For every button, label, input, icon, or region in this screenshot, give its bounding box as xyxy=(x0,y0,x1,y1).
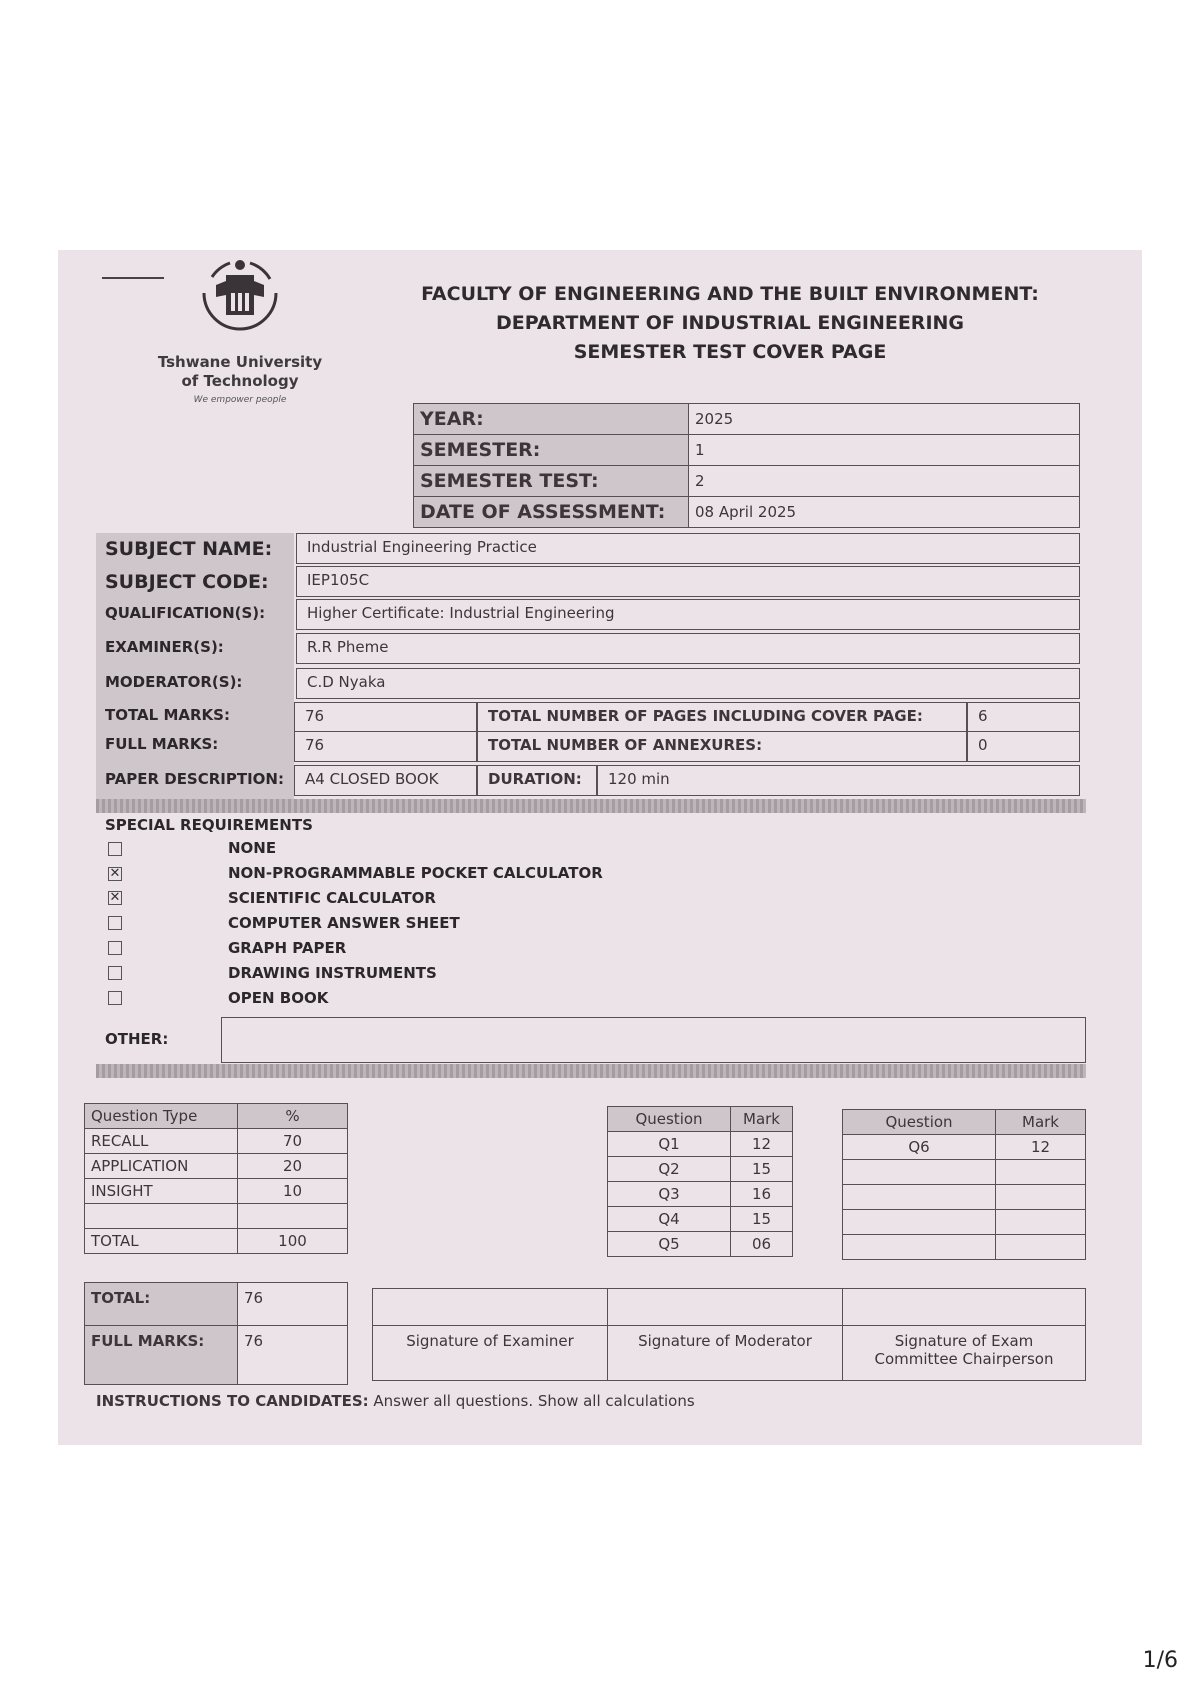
totals-total-label: TOTAL: xyxy=(85,1283,238,1326)
logo-dash xyxy=(102,277,164,279)
subject-name-label: SUBJECT NAME: xyxy=(105,538,273,560)
qtype-row-type xyxy=(85,1204,238,1229)
chair-caption-line2: Committee Chairperson xyxy=(874,1350,1054,1368)
marks2-question xyxy=(843,1185,996,1210)
subject-code-value: IEP105C xyxy=(296,566,1080,597)
marks1-header-question: Question xyxy=(608,1107,731,1132)
chair-signature-box[interactable] xyxy=(843,1289,1086,1326)
header-title: SEMESTER TEST COVER PAGE xyxy=(573,341,887,363)
checkbox-none[interactable] xyxy=(108,842,122,856)
totals-total-value: 76 xyxy=(238,1283,348,1326)
year-value: 2025 xyxy=(689,404,1080,435)
qtype-row-pct: 10 xyxy=(238,1179,348,1204)
marks1-question: Q4 xyxy=(608,1207,731,1232)
other-label: OTHER: xyxy=(105,1030,169,1048)
logo-emblem-icon xyxy=(190,255,290,335)
header-department: DEPARTMENT OF INDUSTRIAL ENGINEERING xyxy=(495,312,965,334)
qtype-row-type: RECALL xyxy=(85,1129,238,1154)
instructions xyxy=(96,1392,695,1410)
req-computer-answer-sheet: COMPUTER ANSWER SHEET xyxy=(228,914,460,932)
divider-bar-1 xyxy=(96,799,1086,813)
instructions-text: Answer all questions. Show all calculations xyxy=(368,1392,695,1410)
header-faculty: FACULTY OF ENGINEERING AND THE BUILT ENVIRONMENT: xyxy=(421,283,1039,305)
divider-bar-2 xyxy=(96,1064,1086,1078)
marks2-question xyxy=(843,1160,996,1185)
marks2-question xyxy=(843,1210,996,1235)
marks2-mark xyxy=(996,1235,1086,1260)
logo-name-line1: Tshwane University xyxy=(157,353,323,371)
marks1-mark: 12 xyxy=(731,1132,793,1157)
total-pages-value: 6 xyxy=(967,702,1080,733)
paper-description-value: A4 CLOSED BOOK xyxy=(294,765,477,796)
date-label: DATE OF ASSESSMENT: xyxy=(414,497,689,528)
qtype-header-pct: % xyxy=(238,1104,348,1129)
total-pages-label: TOTAL NUMBER OF PAGES INCLUDING COVER PAGE: xyxy=(477,702,967,733)
examiner-signature-box[interactable] xyxy=(373,1289,608,1326)
req-none: NONE xyxy=(228,839,277,857)
marks2-question: Q6 xyxy=(843,1135,996,1160)
semester-label: SEMESTER: xyxy=(414,435,689,466)
tut-logo xyxy=(100,255,330,405)
qtype-row-type: INSIGHT xyxy=(85,1179,238,1204)
marks1-question: Q2 xyxy=(608,1157,731,1182)
marks1-mark: 15 xyxy=(731,1207,793,1232)
marks2-mark xyxy=(996,1185,1086,1210)
qualification-value: Higher Certificate: Industrial Engineering xyxy=(296,599,1080,630)
req-graph-paper: GRAPH PAPER xyxy=(228,939,347,957)
duration-label: DURATION: xyxy=(477,765,597,796)
examiner-signature-caption: Signature of Examiner xyxy=(373,1326,608,1381)
qtype-row-pct xyxy=(238,1204,348,1229)
totals-full-value: 76 xyxy=(238,1326,348,1385)
marks2-header-question: Question xyxy=(843,1110,996,1135)
signatures-table xyxy=(372,1288,1086,1381)
paper-description-label: PAPER DESCRIPTION: xyxy=(105,770,284,788)
qtype-row-type: TOTAL xyxy=(85,1229,238,1254)
full-marks-label: FULL MARKS: xyxy=(105,735,219,753)
special-requirements-title: SPECIAL REQUIREMENTS xyxy=(105,816,313,834)
assessment-info-table xyxy=(413,403,1080,528)
annexures-label: TOTAL NUMBER OF ANNEXURES: xyxy=(477,731,967,762)
checkbox-non-programmable-calculator[interactable]: ✕ xyxy=(109,866,121,881)
checkbox-drawing-instruments[interactable] xyxy=(108,966,122,980)
marks1-mark: 16 xyxy=(731,1182,793,1207)
marks2-question xyxy=(843,1235,996,1260)
marks1-header-mark: Mark xyxy=(731,1107,793,1132)
annexures-value: 0 xyxy=(967,731,1080,762)
marks1-mark: 06 xyxy=(731,1232,793,1257)
totals-full-label: FULL MARKS: xyxy=(85,1326,238,1385)
qtype-row-pct: 70 xyxy=(238,1129,348,1154)
semester-test-label: SEMESTER TEST: xyxy=(414,466,689,497)
semester-test-value: 2 xyxy=(689,466,1080,497)
question-type-table xyxy=(84,1103,348,1254)
moderator-signature-caption: Signature of Moderator xyxy=(608,1326,843,1381)
qtype-row-pct: 100 xyxy=(238,1229,348,1254)
marks1-question: Q1 xyxy=(608,1132,731,1157)
marks2-mark xyxy=(996,1210,1086,1235)
duration-value: 120 min xyxy=(597,765,1080,796)
marks1-mark: 15 xyxy=(731,1157,793,1182)
moderator-signature-box[interactable] xyxy=(608,1289,843,1326)
year-label: YEAR: xyxy=(414,404,689,435)
page-number: 1/6 xyxy=(1142,1648,1178,1673)
moderator-value: C.D Nyaka xyxy=(296,668,1080,699)
marks-table-1 xyxy=(607,1106,793,1257)
marks2-mark: 12 xyxy=(996,1135,1086,1160)
checkbox-open-book[interactable] xyxy=(108,991,122,1005)
checkbox-computer-answer-sheet[interactable] xyxy=(108,916,122,930)
marks1-question: Q3 xyxy=(608,1182,731,1207)
total-marks-label: TOTAL MARKS: xyxy=(105,706,230,724)
subject-code-label: SUBJECT CODE: xyxy=(105,571,269,593)
marks1-question: Q5 xyxy=(608,1232,731,1257)
total-marks-value: 76 xyxy=(294,702,477,733)
totals-table xyxy=(84,1282,348,1385)
qualification-label: QUALIFICATION(S): xyxy=(105,604,266,622)
req-scientific-calculator: SCIENTIFIC CALCULATOR xyxy=(228,889,436,907)
logo-tagline: We empower people xyxy=(193,395,287,405)
qtype-header-type: Question Type xyxy=(85,1104,238,1129)
chair-signature-caption xyxy=(843,1326,1086,1381)
other-field[interactable] xyxy=(221,1017,1086,1063)
checkbox-graph-paper[interactable] xyxy=(108,941,122,955)
moderator-label: MODERATOR(S): xyxy=(105,673,243,691)
logo-name-line2: of Technology xyxy=(181,372,299,390)
date-value: 08 April 2025 xyxy=(689,497,1080,528)
semester-value: 1 xyxy=(689,435,1080,466)
qtype-row-pct: 20 xyxy=(238,1154,348,1179)
marks-table-2 xyxy=(842,1109,1086,1260)
checkbox-scientific-calculator[interactable]: ✕ xyxy=(109,890,121,905)
chair-caption-line1: Signature of Exam xyxy=(894,1332,1034,1350)
marks2-mark xyxy=(996,1160,1086,1185)
req-non-programmable-calculator: NON-PROGRAMMABLE POCKET CALCULATOR xyxy=(228,864,603,882)
subject-name-value: Industrial Engineering Practice xyxy=(296,533,1080,564)
req-drawing-instruments: DRAWING INSTRUMENTS xyxy=(228,964,437,982)
req-open-book: OPEN BOOK xyxy=(228,989,329,1007)
examiner-label: EXAMINER(S): xyxy=(105,638,224,656)
marks2-header-mark: Mark xyxy=(996,1110,1086,1135)
instructions-label: INSTRUCTIONS TO CANDIDATES: xyxy=(96,1392,369,1410)
full-marks-value: 76 xyxy=(294,731,477,762)
qtype-row-type: APPLICATION xyxy=(85,1154,238,1179)
examiner-value: R.R Pheme xyxy=(296,633,1080,664)
